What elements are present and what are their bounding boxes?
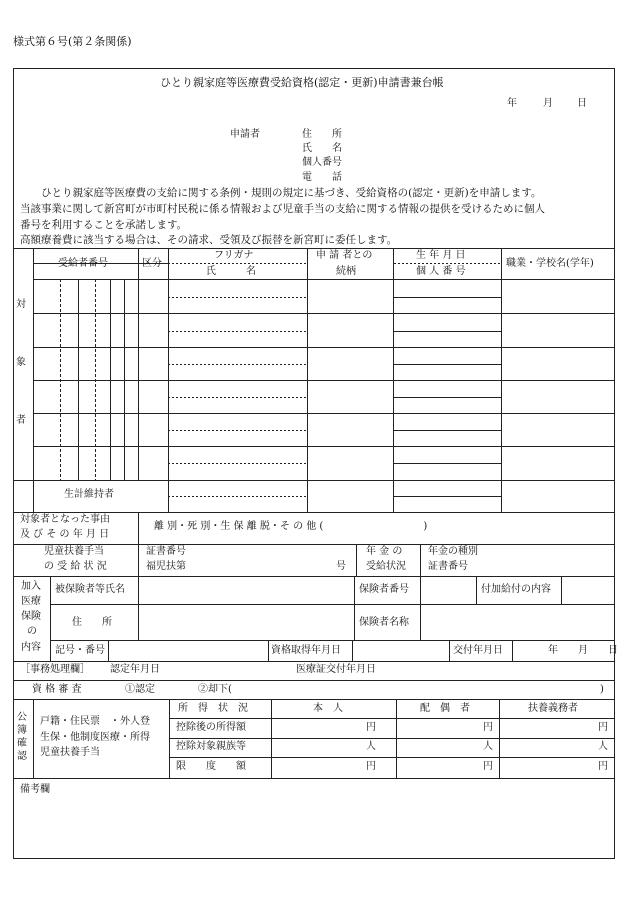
col-job: 職業・学校名(学年) [506, 258, 594, 269]
unit-r2-self: 人 [366, 741, 376, 752]
symbol-no-label: 記号・番号 [55, 645, 105, 656]
child-allowance-cert-no: 証書番号 [146, 546, 186, 557]
col-relation-2: 続柄 [336, 266, 356, 277]
form-number: 様式第６号(第２条関係) [13, 35, 132, 48]
review-reject-close: ) [600, 684, 604, 695]
unit-r3-spouse: 円 [483, 761, 493, 772]
pension-type: 年金の種別 [428, 546, 478, 557]
declaration-line-1: ひとり親家庭等医療費の支給に関する条例・規則の規定に基づき、受給資格の(認定・更新)を申請します。 [41, 187, 542, 199]
records-side-2: 簿 [17, 725, 27, 736]
issued-date-label: 交付年月日 [453, 645, 503, 656]
review-approve: ①認定 [125, 684, 155, 695]
additional-benefit-label: 付加給付の内容 [481, 584, 551, 595]
date-day: 日 [577, 98, 587, 109]
insurance-side-4: の [27, 626, 37, 637]
col-relation-1: 申 請 者との [316, 250, 373, 261]
remarks-label: 備考欄 [20, 784, 50, 795]
date-month: 月 [543, 98, 553, 109]
insured-name-label: 被保険者等氏名 [55, 584, 125, 595]
income-self: 本 人 [313, 703, 343, 714]
declaration-line-3: 番号を利用することを承諾します。 [20, 219, 188, 231]
row-income-after-deduction: 控除後の所得額 [176, 722, 246, 733]
unit-r3-supporter: 円 [598, 761, 608, 772]
office-label: ［事務処理欄］ [20, 664, 90, 675]
target-side-char-2: 象 [16, 357, 26, 368]
col-personal-no: 個 人 番 号 [416, 266, 466, 277]
pension-label-2: 受給状況 [366, 561, 406, 572]
approved-date-label: 認定年月日 [110, 664, 160, 675]
target-side-char-1: 対 [16, 299, 26, 310]
issued-date-ymd: 年 月 日 [548, 645, 618, 656]
declaration-line-4: 高額療養費に該当する場合は、その請求、受領及び振替を新宮町に委任します。 [20, 234, 398, 246]
records-side-3: 確 [17, 738, 27, 749]
income-supporter: 扶養義務者 [528, 703, 578, 714]
date-year: 年 [507, 98, 517, 109]
income-spouse: 配 偶 者 [420, 703, 470, 714]
reason-options: 離 別・死 別・生 保 離 脱・そ の 他 ( ) [154, 521, 428, 532]
col-recipient-no: 受給者番号 [58, 258, 108, 269]
records-side-1: 公 [17, 712, 27, 723]
insurance-address-label: 住 所 [72, 617, 112, 628]
review-label: 資 格 審 査 [32, 684, 82, 695]
applicant-name-label: 氏 名 [302, 143, 342, 154]
col-birth: 生 年 月 日 [416, 250, 466, 261]
applicant-personal-no-label: 個人番号 [302, 157, 342, 168]
applicant-label: 申請者 [230, 129, 260, 140]
breadwinner-label: 生計維持者 [64, 489, 114, 500]
form-title: ひとり親家庭等医療費受給資格(認定・更新)申請書兼台帳 [160, 76, 444, 89]
pension-cert: 証書番号 [428, 561, 468, 572]
insurer-name-label: 保険者名称 [359, 617, 409, 628]
child-allowance-label-2: の 受 給 状 況 [44, 561, 107, 572]
col-furigana: フリガナ [214, 250, 254, 261]
target-side-char-3: 者 [16, 415, 26, 426]
unit-r2-spouse: 人 [483, 741, 493, 752]
review-reject: ②却下( [198, 684, 232, 695]
applicant-phone-label: 電 話 [302, 172, 342, 183]
child-allowance-go: 号 [336, 561, 346, 572]
cert-issued-date-label: 医療証交付年月日 [296, 664, 376, 675]
records-side-4: 認 [17, 751, 27, 762]
declaration-line-2: 当該事業に関して新宮町が市町村民税に係る情報および児童手当の支給に関する情報の提供を受けるために個人 [20, 203, 545, 215]
insurance-side-1: 加入 [21, 581, 41, 592]
pension-label-1: 年 金 の [366, 546, 403, 557]
unit-r3-self: 円 [366, 761, 376, 772]
records-docs-1: 戸籍・住民票 ・外人登 [40, 716, 150, 727]
col-kubun: 区分 [142, 258, 162, 269]
row-dependents: 控除対象親族等 [176, 741, 246, 752]
child-allowance-fukuji: 福児扶第 [146, 561, 186, 572]
insurance-side-5: 内容 [21, 642, 41, 653]
unit-r1-supporter: 円 [598, 722, 608, 733]
reason-label-1: 対象者となった事由 [20, 514, 110, 525]
unit-r1-self: 円 [366, 722, 376, 733]
records-docs-3: 児童扶養手当 [40, 747, 100, 758]
reason-label-2: 及 び そ の 年 月 日 [20, 529, 110, 540]
acquired-date-label: 資格取得年月日 [271, 645, 341, 656]
applicant-address-label: 住 所 [302, 129, 342, 140]
col-name: 氏 名 [206, 266, 256, 277]
income-status-label: 所 得 状 況 [178, 703, 248, 714]
insurance-side-3: 保険 [21, 611, 41, 622]
child-allowance-label-1: 児童扶養手当 [44, 546, 104, 557]
row-limit: 限 度 額 [176, 761, 246, 772]
unit-r1-spouse: 円 [483, 722, 493, 733]
insurer-no-label: 保険者番号 [359, 584, 409, 595]
insurance-side-2: 医療 [21, 596, 41, 607]
unit-r2-supporter: 人 [598, 741, 608, 752]
records-docs-2: 生保・他制度医療・所得 [40, 732, 150, 743]
